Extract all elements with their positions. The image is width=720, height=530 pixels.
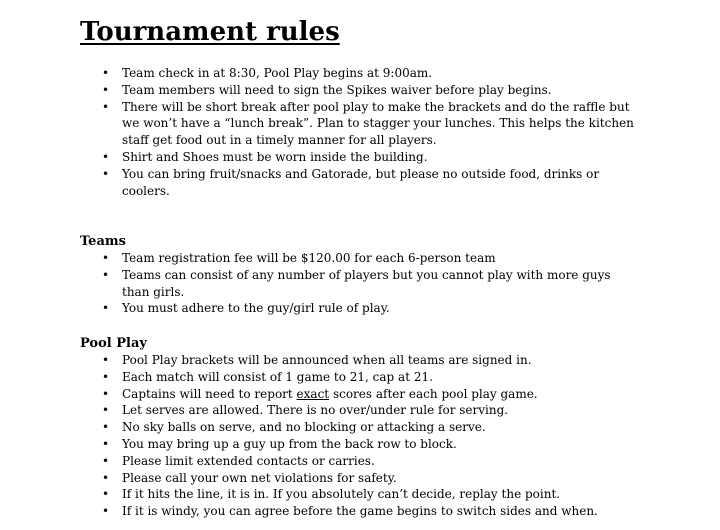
list-item-text: If it is windy, you can agree before the game begins to switch sides and when. <box>122 504 598 519</box>
list-item <box>80 503 640 520</box>
teams-heading: Teams <box>80 234 126 249</box>
list-item <box>80 149 640 166</box>
list-item-text: Team members will need to sign the Spikes waiver before play begins. <box>122 82 552 97</box>
list-item <box>80 352 640 369</box>
list-item-text: Please limit extended contacts or carries. <box>122 453 375 468</box>
list-item-text: You must adhere to the guy/girl rule of play. <box>122 301 390 316</box>
bullet-icon: • <box>102 436 110 451</box>
bullet-icon: • <box>102 453 110 468</box>
list-item-text: Captains will need to report <box>122 386 297 401</box>
bullet-icon: • <box>102 66 110 80</box>
list-item-text: Teams can consist of any number of players but you cannot play with more guys than girls. <box>122 267 611 299</box>
list-item <box>80 486 640 503</box>
list-item-text: Team registration fee will be $120.00 for each 6-person team <box>122 251 496 265</box>
bullet-icon: • <box>102 166 110 181</box>
bullet-icon: • <box>102 301 110 316</box>
bullet-icon: • <box>102 149 110 164</box>
list-item-text: You may bring up a guy up from the back row to block. <box>122 436 457 451</box>
list-item <box>80 369 640 386</box>
list-item-text: There will be short break after pool play to make the brackets and do the raffle but we won’t have a “lunch break”. Plan to stagger your lunches. This helps the kitchen staff get food out in a timely manner for all players. <box>122 99 634 148</box>
bullet-icon: • <box>102 470 110 485</box>
list-item <box>80 65 640 82</box>
bullet-icon: • <box>102 369 110 384</box>
list-item-text: Let serves are allowed. There is no over/under rule for serving. <box>122 403 509 418</box>
list-item <box>80 99 640 149</box>
list-item-text: If it hits the line, it is in. If you absolutely can’t decide, replay the point. <box>122 487 561 502</box>
bullet-icon: • <box>102 386 110 401</box>
list-item <box>80 82 640 99</box>
list-item <box>80 250 640 267</box>
list-item <box>80 386 640 403</box>
bullet-icon: • <box>102 420 110 435</box>
general-rules-list <box>80 65 640 199</box>
list-item <box>80 402 640 419</box>
bullet-icon: • <box>102 82 110 97</box>
list-item <box>80 470 640 487</box>
pool-play-heading: Pool Play <box>80 336 147 351</box>
list-item-text: No sky balls on serve, and no blocking or attacking a serve. <box>122 420 486 435</box>
list-item-text: You can bring fruit/snacks and Gatorade, but please no outside food, drinks or coolers. <box>122 166 600 198</box>
list-item-text: Pool Play brackets will be announced when all teams are signed in. <box>122 353 532 367</box>
bullet-icon: • <box>102 251 110 265</box>
list-item-text: scores after each pool play game. <box>329 386 538 401</box>
list-item <box>80 166 640 200</box>
bullet-icon: • <box>102 403 110 418</box>
list-item-text: Team check in at 8:30, Pool Play begins at 9:00am. <box>122 66 433 80</box>
page-title: Tournament rules <box>80 17 340 47</box>
bullet-icon: • <box>102 487 110 502</box>
bullet-icon: • <box>102 267 110 282</box>
list-item <box>80 300 640 317</box>
list-item <box>80 436 640 453</box>
emphasized-text: exact <box>296 386 330 401</box>
list-item <box>80 453 640 470</box>
bullet-icon: • <box>102 353 110 367</box>
teams-rules-list <box>80 250 640 317</box>
pool-play-rules-list <box>80 352 640 520</box>
list-item <box>80 419 640 436</box>
list-item-text: Shirt and Shoes must be worn inside the building. <box>122 149 428 164</box>
list-item-text: Each match will consist of 1 game to 21, cap at 21. <box>122 369 433 384</box>
bullet-icon: • <box>102 99 110 114</box>
list-item-text: Please call your own net violations for safety. <box>122 470 397 485</box>
bullet-icon: • <box>102 504 110 519</box>
list-item <box>80 267 640 301</box>
